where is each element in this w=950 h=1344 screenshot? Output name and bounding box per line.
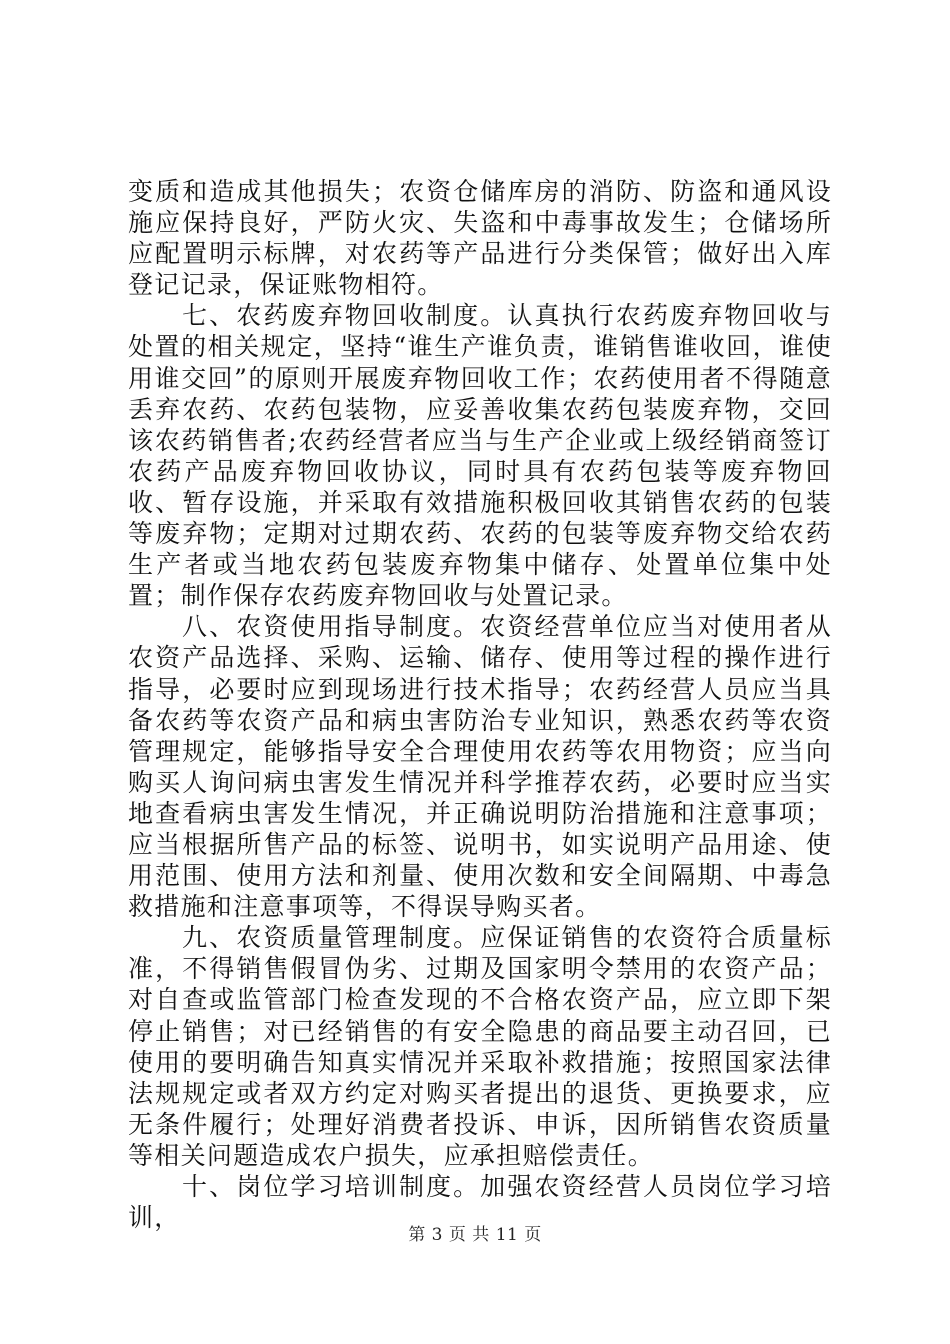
paragraph-continuation: 变质和造成其他损失；农资仓储库房的消防、防盗和通风设施应保持良好，严防火灾、失盗和中毒事故发生；仓储场所应配置明示标牌，对农药等产品进行分类保管；做好出入库登记记录，保证账物相符。	[128, 177, 832, 300]
paragraph-section-9-quality-management: 九、农资质量管理制度。应保证销售的农资符合质量标准，不得销售假冒伪劣、过期及国家明令禁用的农资产品；对自查或监管部门检查发现的不合格农资产品，应立即下架停止销售；对已经销售的有安全隐患的商品要主动召回，已使用的要明确告知真实情况并采取补救措施；按照国家法律法规规定或者双方约定对购买者提出的退货、更换要求，应无条件履行；处理好消费者投诉、申诉，因所销售农资质量等相关问题造成农户损失，应承担赔偿责任。	[128, 923, 832, 1170]
document-body	[128, 176, 832, 1233]
paragraph-section-10-training: 十、岗位学习培训制度。加强农资经营人员岗位学习培训，	[128, 1172, 832, 1233]
paragraph-section-8-usage-guidance: 八、农资使用指导制度。农资经营单位应当对使用者从农资产品选择、采购、运输、储存、使用等过程的操作进行指导，必要时应到现场进行技术指导；农药经营人员应当具备农药等农资产品和病虫害防治专业知识，熟悉农药等农资管理规定，能够指导安全合理使用农药等农用物资；应当向购买人询问病虫害发生情况并科学推荐农药，必要时应当实地查看病虫害发生情况，并正确说明防治措施和注意事项；应当根据所售产品的标签、说明书，如实说明产品用途、使用范围、使用方法和剂量、使用次数和安全间隔期、中毒急救措施和注意事项等，不得误导购买者。	[128, 612, 832, 922]
page-number-footer: 第 3 页 共 11 页	[408, 1225, 542, 1245]
paragraph-section-7-pesticide-waste-recycling: 七、农药废弃物回收制度。认真执行农药废弃物回收与处置的相关规定，坚持“谁生产谁负责，谁销售谁收回，谁使用谁交回”的原则开展废弃物回收工作；农药使用者不得随意丢弃农药、农药包装物，应妥善收集农药包装废弃物，交回该农药销售者;农药经营者应当与生产企业或上级经销商签订农药产品废弃物回收协议，同时具有农药包装等废弃物回收、暂存设施，并采取有效措施积极回收其销售农药的包装等废弃物；定期对过期农药、农药的包装等废弃物交给农药生产者或当地农药包装废弃物集中储存、处置单位集中处置；制作保存农药废弃物回收与处置记录。	[128, 301, 832, 611]
